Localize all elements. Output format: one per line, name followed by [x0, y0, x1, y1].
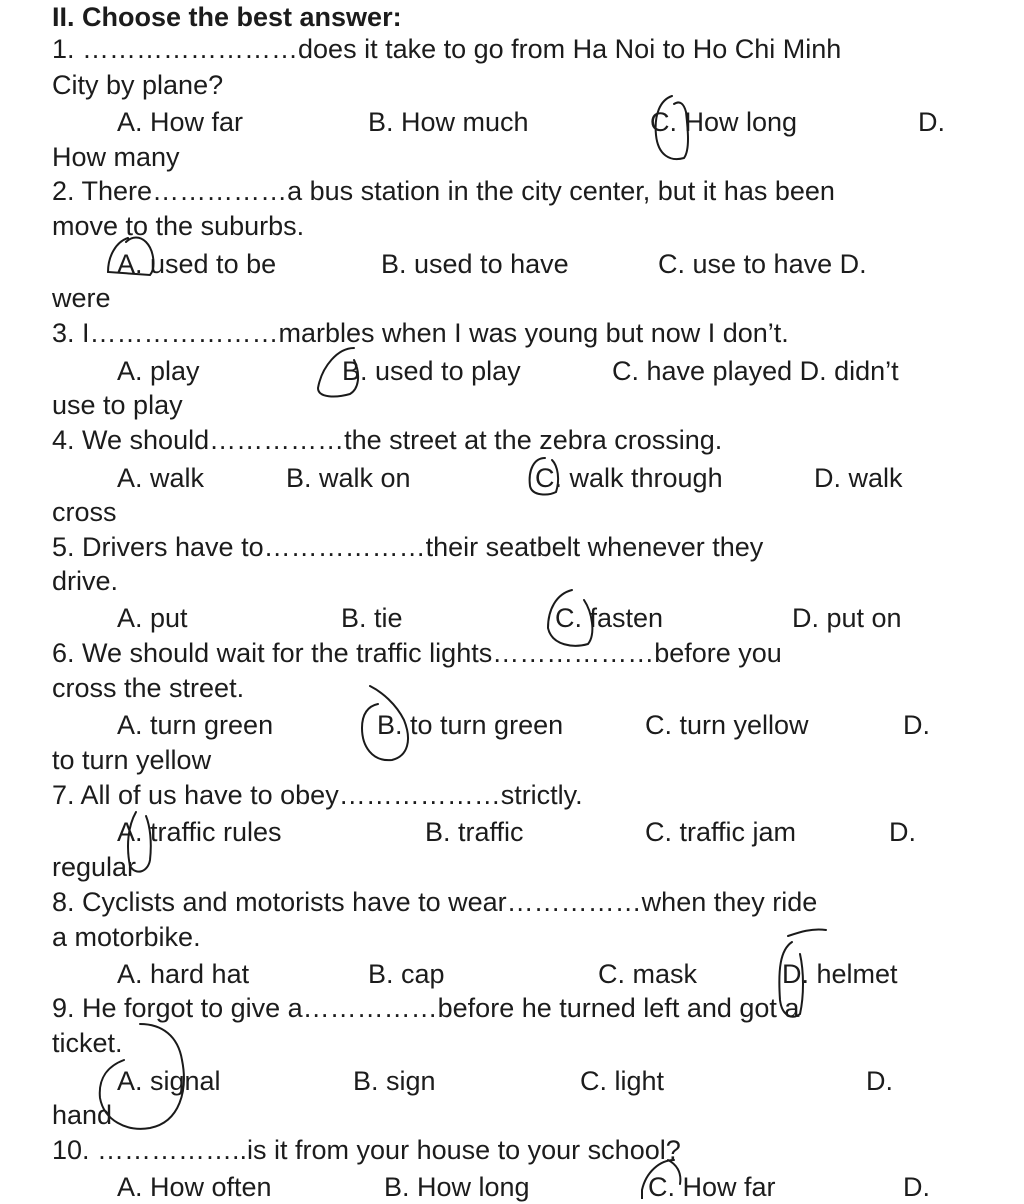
- q1-option-d: D.: [918, 107, 945, 137]
- q8-option-a: A. hard hat: [117, 959, 250, 989]
- question-6-stem: 6. We should wait for the traffic lights………………before you: [52, 638, 782, 668]
- q7-option-a: A. traffic rules: [117, 817, 282, 847]
- question-7-stem: 7. All of us have to obey………………strictly.: [52, 780, 583, 810]
- q1-option-wrap: How many: [52, 142, 180, 172]
- question-10-stem: 10. ……………..is it from your house to your school?: [52, 1135, 681, 1165]
- q4-option-a: A. walk: [117, 463, 205, 493]
- q6-option-d: D.: [903, 710, 930, 740]
- q10-option-c: C. How far: [648, 1172, 776, 1202]
- question-2-stem-cont: move to the suburbs.: [52, 211, 305, 241]
- q10-option-b: B. How long: [384, 1172, 530, 1202]
- q7-option-b: B. traffic: [425, 817, 524, 847]
- q1-option-b: B. How much: [368, 107, 529, 137]
- question-1-stem: 1. ……………………does it take to go from Ha Noi to Ho Chi Minh: [52, 34, 842, 64]
- question-5-stem-cont: drive.: [52, 566, 119, 596]
- q1-option-c: C. How long: [650, 107, 798, 137]
- q4-option-c: C. walk through: [535, 463, 723, 493]
- q8-option-d: D. helmet: [782, 959, 898, 989]
- question-8-stem: 8. Cyclists and motorists have to wear……………when they ride: [52, 887, 818, 917]
- q4-option-wrap: cross: [52, 497, 117, 527]
- q6-option-b: B. to turn green: [377, 710, 564, 740]
- section-title: II. Choose the best answer:: [52, 2, 402, 32]
- q6-option-a: A. turn green: [117, 710, 274, 740]
- question-2-stem: 2. There……………a bus station in the city center, but it has been: [52, 176, 835, 206]
- q3-option-wrap: use to play: [52, 390, 183, 420]
- question-8-stem-cont: a motorbike.: [52, 922, 201, 952]
- q2-option-a: A. used to be: [117, 249, 277, 279]
- q2-option-c: C. use to have D.: [658, 249, 867, 279]
- q6-option-c: C. turn yellow: [645, 710, 809, 740]
- question-9-stem-cont: ticket.: [52, 1028, 123, 1058]
- q9-option-wrap: hand: [52, 1100, 113, 1130]
- question-9-stem: 9. He forgot to give a……………before he turned left and got a: [52, 993, 800, 1023]
- q8-option-c: C. mask: [598, 959, 698, 989]
- q4-option-b: B. walk on: [286, 463, 411, 493]
- q10-option-a: A. How often: [117, 1172, 272, 1202]
- q1-option-a: A. How far: [117, 107, 244, 137]
- q5-option-c: C. fasten: [555, 603, 664, 633]
- q10-option-d: D.: [903, 1172, 930, 1202]
- q3-option-c: C. have played D. didn’t: [612, 356, 899, 386]
- q2-option-b: B. used to have: [381, 249, 569, 279]
- q9-option-d: D.: [866, 1066, 893, 1096]
- q7-option-wrap: regular: [52, 852, 137, 882]
- q6-option-wrap: to turn yellow: [52, 745, 212, 775]
- question-6-stem-cont: cross the street.: [52, 673, 245, 703]
- q9-option-c: C. light: [580, 1066, 665, 1096]
- q8-option-b: B. cap: [368, 959, 445, 989]
- q7-option-d: D.: [889, 817, 916, 847]
- q5-option-a: A. put: [117, 603, 188, 633]
- q7-option-c: C. traffic jam: [645, 817, 797, 847]
- question-5-stem: 5. Drivers have to………………their seatbelt whenever they: [52, 532, 764, 562]
- q5-option-b: B. tie: [341, 603, 403, 633]
- question-3-stem: 3. I…………………marbles when I was young but now I don’t.: [52, 318, 789, 348]
- q3-option-a: A. play: [117, 356, 200, 386]
- question-1-stem-cont: City by plane?: [52, 70, 224, 100]
- q5-option-d: D. put on: [792, 603, 902, 633]
- question-4-stem: 4. We should……………the street at the zebra crossing.: [52, 425, 723, 455]
- q9-option-b: B. sign: [353, 1066, 436, 1096]
- q3-option-b: B. used to play: [342, 356, 521, 386]
- q9-option-a: A. signal: [117, 1066, 221, 1096]
- q4-option-d: D. walk: [814, 463, 903, 493]
- q2-option-wrap: were: [52, 283, 111, 313]
